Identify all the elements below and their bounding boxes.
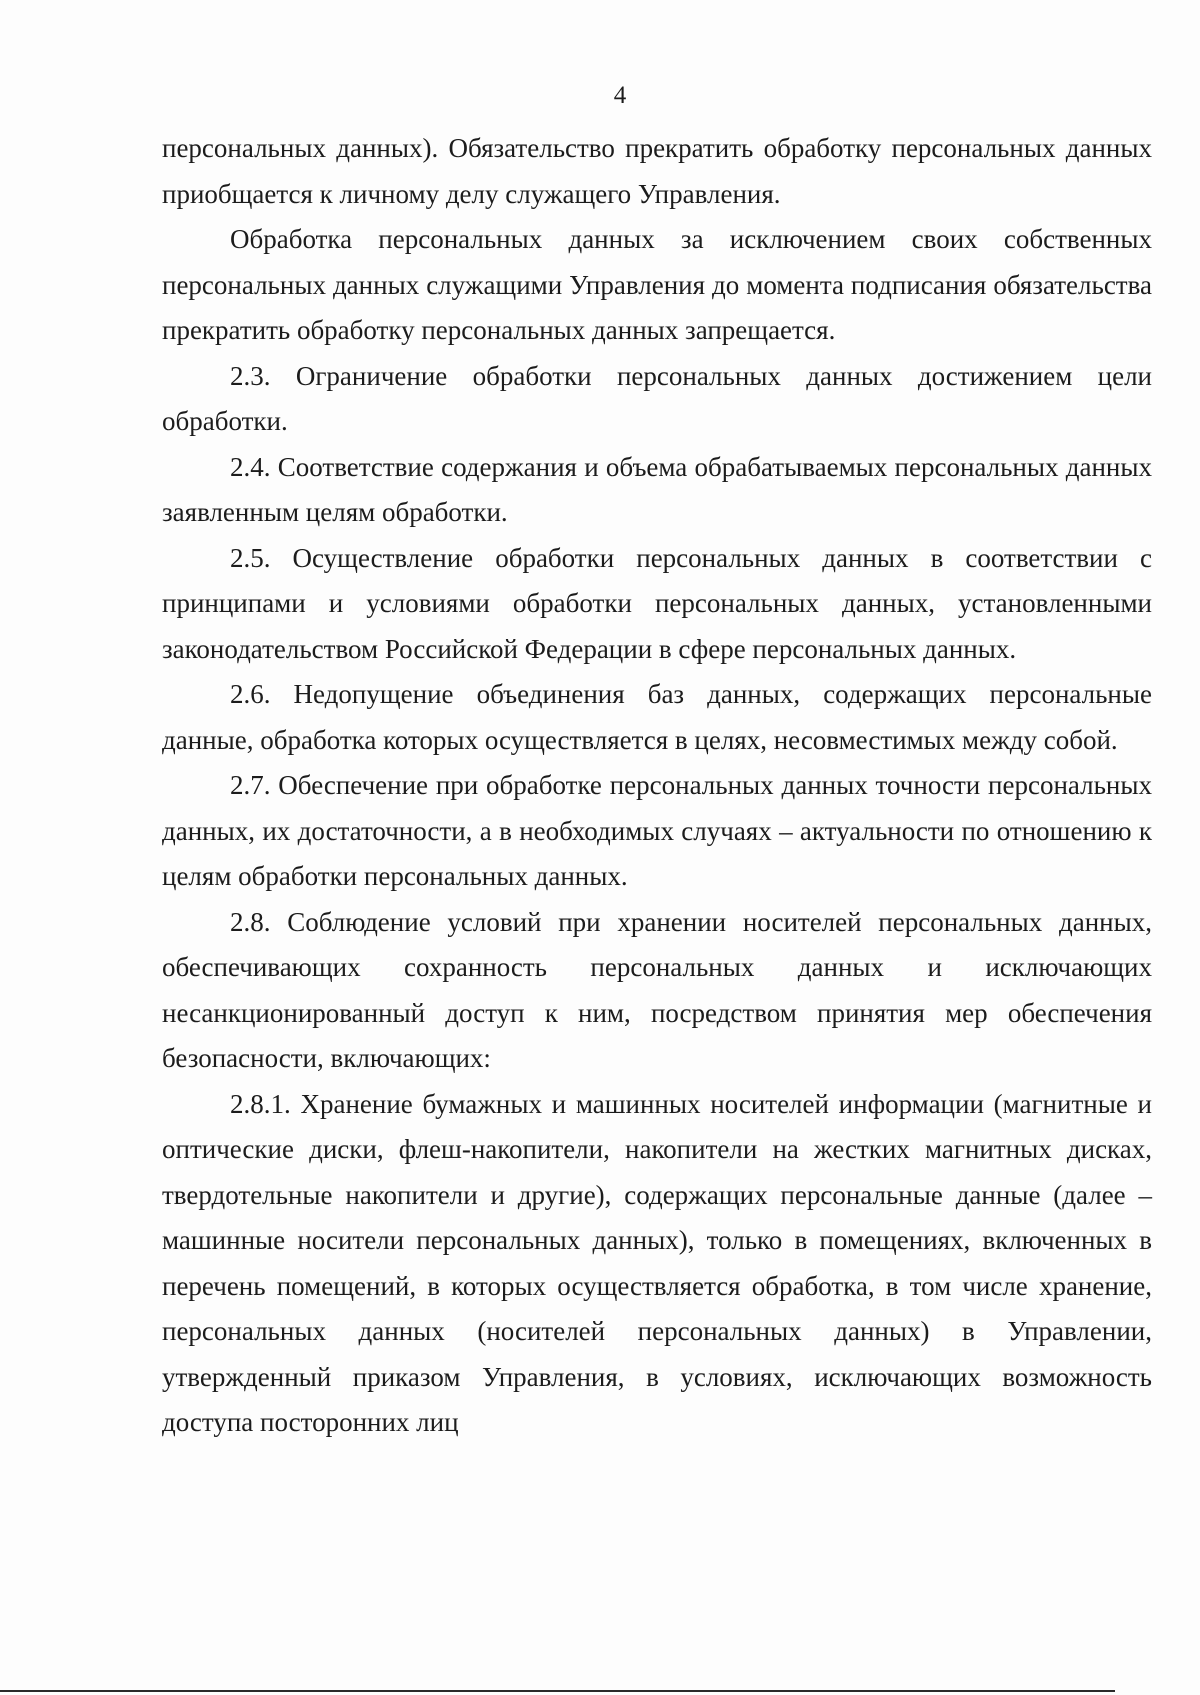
paragraph-2-3: 2.3. Ограничение обработки персональных данных достижением цели обработки. [162,360,1152,436]
paragraph-continuation: персональных данных). Обязательство прекратить обработку персональных данных приобщается к личному делу служащего Управления. [162,133,1152,209]
bottom-divider [0,1690,1115,1692]
paragraph-2-6: 2.6. Недопущение объединения баз данных, содержащих персональные данные, обработка которых осуществляется в целях, несовместимых между собой. [162,679,1152,755]
paragraph-2-7: 2.7. Обеспечение при обработке персональных данных точности персональных данных, их достаточности, а в необходимых случаях – актуальности по отношению к целям обработки персональных данных. [162,770,1152,891]
document-body [162,126,1152,1446]
paragraph-2-4: 2.4. Соответствие содержания и объема обрабатываемых персональных данных заявленным целям обработки. [162,451,1152,527]
page-number: 4 [613,82,627,109]
paragraph-2-8: 2.8. Соблюдение условий при хранении носителей персональных данных, обеспечивающих сохранность персональных данных и исключающих несанкционированный доступ к ним, посредством принятия мер обеспечения безопасности, включающих: [162,906,1152,1073]
paragraph-2-5: 2.5. Осуществление обработки персональных данных в соответствии с принципами и условиями обработки персональных данных, установленными законодательством Российской Федерации в сфере персональных данных. [162,542,1152,664]
paragraph-2-8-1: 2.8.1. Хранение бумажных и машинных носителей информации (магнитные и оптические диски, флеш-накопители, накопители на жестких магнитных дисках, твердотельные накопители и другие), содержащих персональные данные (далее – машинные носители персональных данных), только в помещениях, включенных в перечень помещений, в которых осуществляется обработка, в том числе хранение, персональных данных (носителей персональных данных) в Управлении, утвержденный приказом Управления, в условиях, исключающих возможность доступа посторонних лиц [162,1088,1152,1437]
paragraph-processing-prohibition: Обработка персональных данных за исключением своих собственных персональных данных служащими Управления до момента подписания обязательства прекратить обработку персональных данных запрещается. [162,224,1152,345]
